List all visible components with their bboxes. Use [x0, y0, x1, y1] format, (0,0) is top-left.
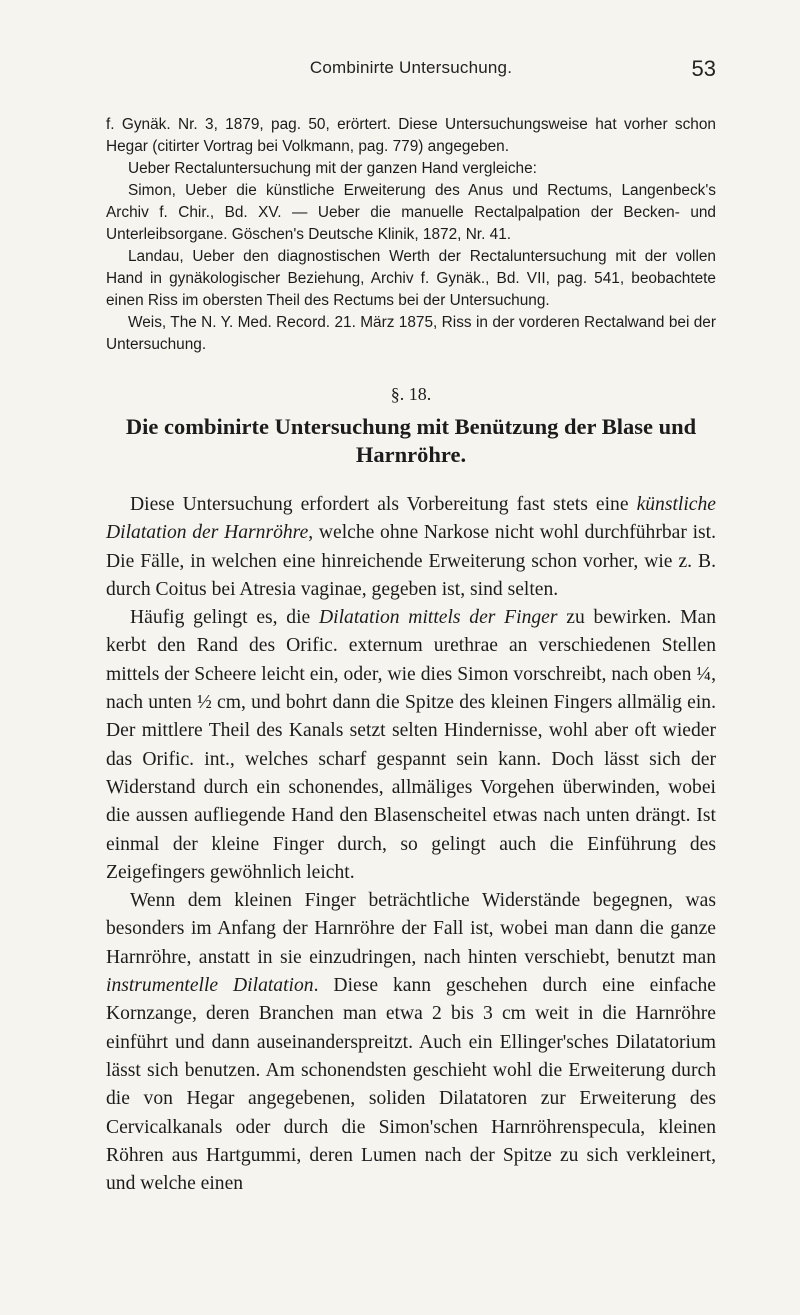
- paragraph-text: , nach unten: [106, 663, 716, 714]
- emphasis-text: Dilatation mittels der Finger: [319, 607, 558, 629]
- fraction: ½: [197, 692, 212, 714]
- emphasis-text: instrumentelle Dilatation: [106, 975, 314, 997]
- reference-intro: Ueber Rectaluntersuchung mit der ganzen Hand vergleiche:: [128, 160, 537, 177]
- paragraph-text: Diese Untersuchung erfordert als Vorbereitung fast stets eine: [130, 494, 637, 515]
- paragraph-text: cm, und bohrt dann die Spitze des kleinen Fingers allmälig ein. Der mittlere Theil des Kanals setzt selten Hindernisse, wohl aber oft wieder das Orific. int., welches scharf gespannt sein kann. Doch lässt sich der Widerstand durch ein schonendes, allmäliges Vorgehen überwinden, wobei die aussen aufliegende Hand den Blasenscheitel etwas nach unten drängt. Ist einmal der kleine Finger durch, so gelingt auch die Einführung des Zeigefingers gewöhnlich leicht.: [106, 692, 716, 883]
- running-head: [106, 58, 716, 92]
- paragraph-text: zu bewirken. Man kerbt den Rand des Orific. externum urethrae an verschiedenen Stellen mittels der Scheere leicht ein, oder, wie dies Simon vorschreibt, nach oben: [106, 607, 716, 685]
- paragraph-text: , welche ohne Narkose nicht wohl durchführbar ist. Die Fälle, in welchen eine hinreichende Erweiterung schon vorher, wie z. B. durch Coitus bei Atresia vaginae, gegeben ist, sind selten.: [106, 522, 716, 600]
- page-number: 53: [691, 56, 716, 81]
- reference-weis: Weis, The N. Y. Med. Record. 21. März 1875, Riss in der vorderen Rectalwand bei der Untersuchung.: [106, 314, 716, 353]
- fraction: ¼: [696, 663, 712, 685]
- emphasis-text: künstliche Dilatation der Harnröhre: [106, 494, 716, 544]
- reference-simon: Simon, Ueber die künstliche Erweiterung des Anus und Rectums, Langenbeck's Archiv f. Chir., Bd. XV. — Ueber die manuelle Rectalpalpation der Becken- und Unterleibsorgane. Göschen's Deutsche Klinik, 1872, Nr. 41.: [106, 182, 716, 243]
- paragraph-3: [106, 887, 716, 1198]
- reference-notes: [106, 114, 716, 356]
- reference-continuation: f. Gynäk. Nr. 3, 1879, pag. 50, erörtert. Diese Untersuchungsweise hat vorher schon Hegar (citirter Vortrag bei Volkmann, pag. 779) angegeben.: [106, 116, 716, 155]
- reference-landau: Landau, Ueber den diagnostischen Werth der Rectaluntersuchung mit der vollen Hand in gynäkologischer Beziehung, Archiv f. Gynäk., Bd. VII, pag. 541, beobachtete einen Riss im obersten Theil des Rectums bei der Untersuchung.: [106, 248, 716, 309]
- paragraph-1: [106, 491, 716, 604]
- section-number: §. 18.: [390, 384, 432, 404]
- running-title: Combinirte Untersuchung.: [309, 58, 513, 77]
- body-text: [106, 491, 716, 1198]
- paragraph-2: [106, 604, 716, 887]
- section-title: Die combinirte Untersuchung mit Benützung der Blase und Harnröhre.: [125, 414, 697, 467]
- paragraph-text: Häufig gelingt es, die: [130, 607, 319, 629]
- paragraph-text: . Diese kann geschehen durch eine einfache Kornzange, deren Branchen man etwa 2 bis 3 cm weit in die Harnröhre einführt und dann auseinanderspreitzt. Auch ein Ellinger'sches Dilatatorium lässt sich benutzen. Am schonendsten geschieht wohl die Erweiterung durch die von Hegar angegebenen, soliden Dilatatoren zur Erweiterung des Cervicalkanals oder durch die Simon'schen Harnröhrenspecula, kleinen Röhren aus Hartgummi, deren Lumen nach der Spitze zu sich verkleinert, und welche einen: [106, 975, 716, 1195]
- paragraph-text: Wenn dem kleinen Finger beträchtliche Widerstände begegnen, was besonders im Anfang der Harnröhre der Fall ist, wobei man dann die ganze Harnröhre, anstatt in sie einzudringen, nach hinten verschiebt, benutzt man: [106, 890, 716, 968]
